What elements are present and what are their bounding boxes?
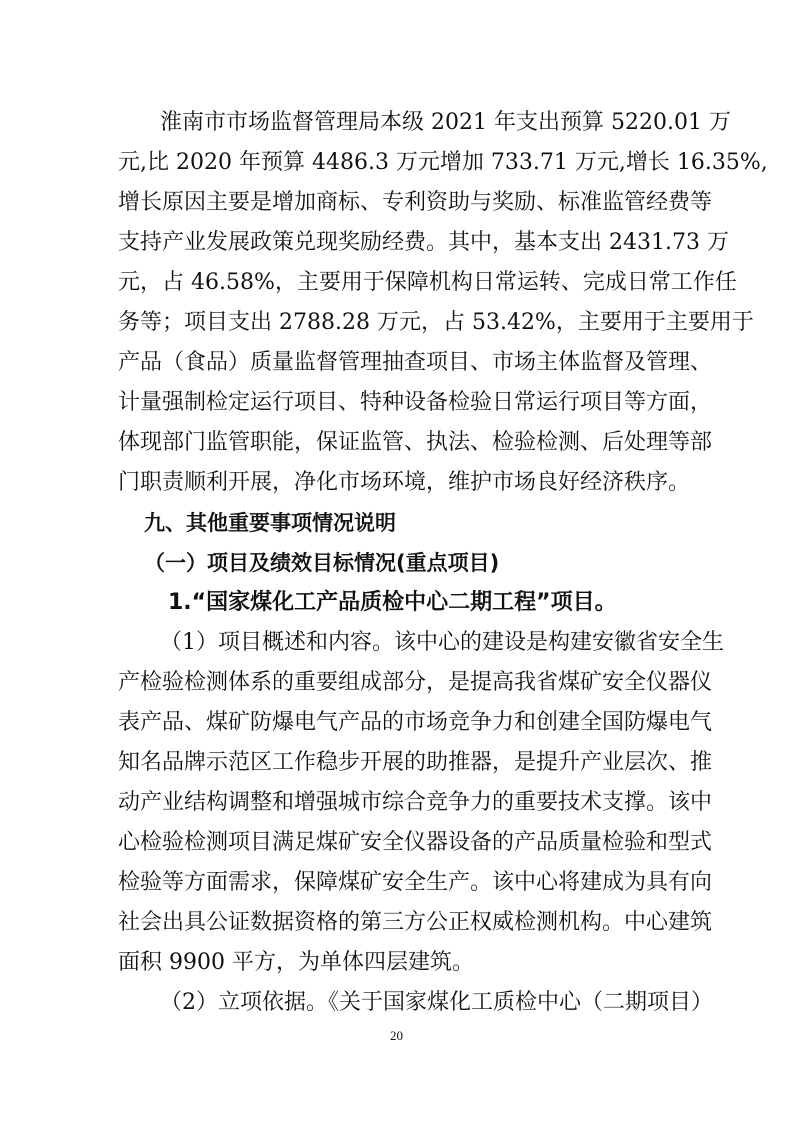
item-heading: 1.“国家煤化工产品质检中心二期工程”项目。 [168,590,617,615]
paragraph-line: 产检验检测体系的重要组成部分，是提高我省煤矿安全仪器仪 [118,670,713,695]
paragraph-line: 面积 9900 平方，为单体四层建筑。 [118,950,474,975]
paragraph-line: 知名品牌示范区工作稳步开展的助推器，是提升产业层次、推 [118,750,713,775]
paragraph-line: 检验等方面需求，保障煤矿安全生产。该中心将建成为具有向 [118,870,713,895]
paragraph-line: 元，占 46.58%，主要用于保障机构日常运转、完成日常工作任 [118,270,737,295]
paragraph-line: 表产品、煤矿防爆电气产品的市场竞争力和创建全国防爆电气 [118,710,713,735]
paragraph-line: 淮南市市场监督管理局本级 2021 年支出预算 5220.01 万 [160,110,731,135]
subsection-heading: （一）项目及绩效目标情况(重点项目) [144,551,500,575]
paragraph-line: （2）立项依据。《关于国家煤化工质检中心（二期项目） [160,990,713,1015]
paragraph-line: 体现部门监管职能，保证监管、执法、检验检测、后处理等部 [118,430,713,455]
paragraph-line: （1）项目概述和内容。该中心的建设是构建安徽省安全生 [160,630,724,655]
paragraph-line: 社会出具公证数据资格的第三方公正权威检测机构。中心建筑 [118,910,713,935]
paragraph-line: 产品（食品）质量监督管理抽查项目、市场主体监督及管理、 [118,350,713,375]
paragraph-line: 门职责顺利开展，净化市场环境，维护市场良好经济秩序。 [118,470,691,495]
paragraph-line: 心检验检测项目满足煤矿安全仪器设备的产品质量检验和型式 [118,830,713,855]
paragraph-line: 支持产业发展政策兑现奖励经费。其中，基本支出 2431.73 万 [118,230,729,255]
paragraph-line: 增长原因主要是增加商标、专利资助与奖励、标准监管经费等 [118,190,713,215]
page-number: 20 [390,1028,403,1043]
paragraph-line: 元,比 2020 年预算 4486.3 万元增加 733.71 万元,增长 16.35%, [118,150,768,175]
paragraph-line: 务等；项目支出 2788.28 万元，占 53.42%，主要用于主要用于 [118,310,754,335]
section-heading: 九、其他重要事项情况说明 [144,511,396,535]
paragraph-line: 计量强制检定运行项目、特种设备检验日常运行项目等方面， [118,390,713,415]
paragraph-line: 动产业结构调整和增强城市综合竞争力的重要技术支撑。该中 [118,790,713,815]
